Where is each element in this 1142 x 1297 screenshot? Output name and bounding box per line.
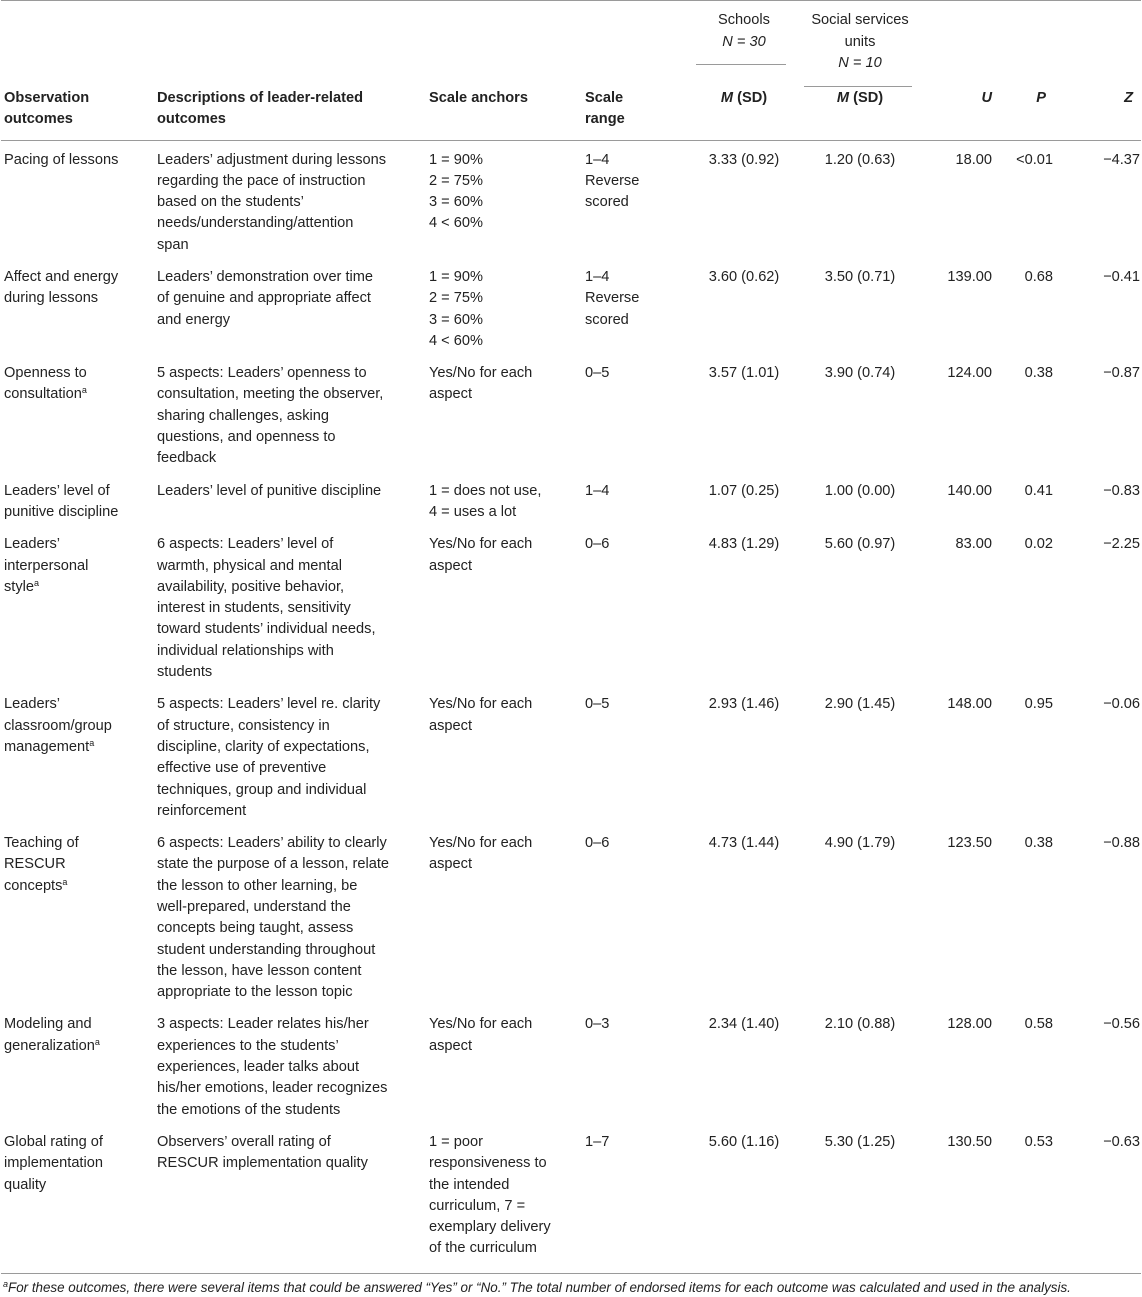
footnote-marker: a [94,1036,100,1047]
cell-u: 83.00 [955,536,992,553]
cell-outcome: Global rating of implementation quality [4,1133,103,1193]
footnote-marker: a [3,1278,9,1289]
cell-social-msd: 2.10 (0.88) [824,1016,896,1033]
cell-description: Observers’ overall rating of RESCUR implementation quality [157,1133,368,1172]
cell-range: 0–5 [585,365,610,382]
cell-outcome: Modeling and generalization$^a$ [4,1016,100,1054]
table-row [1,1005,1141,1122]
cell-range: 0–6 [585,536,610,553]
social-n: N = 10 [838,55,882,71]
cell-description: Leaders’ level of punitive discipline [157,482,382,499]
cell-z: −0.41 [1103,268,1140,285]
cell-range: 1–4 [585,482,610,499]
cell-social-msd: 1.20 (0.63) [824,151,896,168]
cell-p: 0.53 [1024,1133,1053,1150]
column-header-row [1,87,1141,141]
cell-range: 1–4 Reverse scored [585,151,640,211]
cell-schools-msd: 4.73 (1.44) [708,835,780,852]
cell-outcome: Leaders’ interpersonal style$^a$ [4,536,89,595]
cell-u: 130.50 [947,1133,992,1150]
social-label-1: Social services [811,12,909,28]
col-ms-schools: M (SD) [720,89,768,106]
footnote-marker: a [62,876,68,887]
table-row [1,258,1141,354]
cell-z: −0.87 [1103,365,1140,382]
cell-u: 128.00 [947,1016,992,1033]
cell-anchors: Yes/No for each aspect [429,536,533,574]
social-rule [804,77,912,87]
cell-p: 0.02 [1024,536,1053,553]
cell-anchors: Yes/No for each aspect [429,696,533,734]
results-table [1,0,1141,1274]
cell-u: 139.00 [947,268,992,285]
cell-p: <0.01 [1016,151,1053,168]
cell-schools-msd: 2.34 (1.40) [708,1016,780,1033]
table-row [1,824,1141,1005]
cell-z: −0.06 [1103,696,1140,713]
table-row [1,1123,1141,1273]
col-z: Z [1124,89,1133,106]
cell-outcome: Leaders’ level of punitive discipline [4,482,119,520]
footnote-marker: a [89,737,95,748]
cell-schools-msd: 3.60 (0.62) [708,268,780,285]
cell-outcome: Openness to consultation$^a$ [4,365,87,403]
social-label-2: units [844,33,876,50]
cell-outcome: Pacing of lessons [4,151,119,168]
cell-u: 124.00 [947,365,992,382]
cell-social-msd: 3.50 (0.71) [824,268,896,285]
cell-schools-msd: 4.83 (1.29) [708,536,780,553]
table-row [1,525,1141,685]
schools-label: Schools [718,12,770,28]
cell-anchors: 1 = does not use, 4 = uses a lot [429,482,542,520]
cell-outcome: Affect and energy during lessons [4,268,119,307]
cell-range: 0–3 [585,1016,610,1033]
table-row [1,472,1141,526]
cell-z: −2.25 [1103,536,1140,553]
cell-z: −4.37 [1103,151,1140,168]
cell-schools-msd: 3.57 (1.01) [708,365,780,382]
cell-anchors: Yes/No for each aspect [429,365,533,403]
schools-n: N = 30 [722,33,766,50]
cell-p: 0.38 [1024,365,1053,382]
group-header-row [1,1,1141,87]
col-ms-social: M (SD) [836,89,884,106]
cell-anchors: 1 = poor responsiveness to the intended curriculum, 7 = exemplary delivery of the curriculum [429,1133,551,1257]
cell-z: −0.88 [1103,835,1140,852]
col-u: U [981,89,992,106]
cell-description: 5 aspects: Leaders’ level re. clarity of structure, consistency in discipline, clarity of expectations, effective use of preventive techniques, group and individual reinforcement [157,696,381,819]
table-footnote [0,1274,1142,1297]
cell-anchors: 1 = 90% 2 = 75% 3 = 60% 4 < 60% [429,151,483,232]
footnote-marker: a [81,385,87,396]
cell-schools-msd: 3.33 (0.92) [708,151,780,168]
cell-range: 1–7 [585,1133,610,1150]
cell-z: −0.56 [1103,1016,1140,1033]
schools-rule [696,55,786,65]
col-description: Descriptions of leader-related outcomes [157,89,363,127]
cell-range: 0–5 [585,696,610,713]
cell-schools-msd: 1.07 (0.25) [708,482,780,499]
cell-u: 148.00 [947,696,992,713]
cell-description: 3 aspects: Leader relates his/her experiences to the students’ experiences, leader talks about his/her emotions, leader recognizes the emotions of the students [157,1016,388,1118]
col-outcome: Observation outcomes [4,89,90,127]
table-body [1,140,1141,1273]
cell-social-msd: 4.90 (1.79) [824,835,896,852]
cell-p: 0.68 [1024,268,1053,285]
cell-description: 5 aspects: Leaders’ openness to consultation, meeting the observer, sharing challenges, asking questions, and openness to feedback [157,365,384,467]
cell-social-msd: 2.90 (1.45) [824,696,896,713]
cell-u: 123.50 [947,835,992,852]
table-row [1,685,1141,824]
cell-p: 0.58 [1024,1016,1053,1033]
cell-social-msd: 3.90 (0.74) [824,365,896,382]
cell-anchors: 1 = 90% 2 = 75% 3 = 60% 4 < 60% [429,268,483,349]
cell-outcome: Leaders’ classroom/group management$^a$ [4,696,112,755]
cell-p: 0.95 [1024,696,1053,713]
cell-description: 6 aspects: Leaders’ ability to clearly state the purpose of a lesson, relate the lesson to other learning, be well-prepared, understand the concepts being taught, assess student understanding throughout the lesson, have lesson content appropriate to the lesson topic [157,835,390,1001]
cell-social-msd: 5.60 (0.97) [824,536,896,553]
cell-schools-msd: 2.93 (1.46) [708,696,780,713]
cell-p: 0.38 [1024,835,1053,852]
cell-schools-msd: 5.60 (1.16) [708,1133,780,1150]
cell-p: 0.41 [1024,482,1053,499]
cell-z: −0.63 [1103,1133,1140,1150]
cell-social-msd: 1.00 (0.00) [824,482,896,499]
cell-anchors: Yes/No for each aspect [429,1016,533,1054]
cell-outcome: Teaching of RESCUR concepts$^a$ [4,835,79,894]
col-range: Scale range [585,89,625,127]
cell-social-msd: 5.30 (1.25) [824,1133,896,1150]
footnote-marker: a [34,577,40,588]
footnote-text: For these outcomes, there were several items that could be answered “Yes” or “No.” The total number of endorsed items for each outcome was calculated and used in the analysis. [8,1279,1071,1295]
table-row [1,354,1141,471]
cell-z: −0.83 [1103,482,1140,499]
cell-anchors: Yes/No for each aspect [429,835,533,873]
cell-u: 140.00 [947,482,992,499]
col-anchors: Scale anchors [429,89,528,106]
col-p: P [1036,89,1046,106]
cell-description: Leaders’ adjustment during lessons regarding the pace of instruction based on the students’ needs/understanding/attention span [157,151,387,253]
cell-u: 18.00 [955,151,992,168]
cell-description: Leaders’ demonstration over time of genuine and appropriate affect and energy [157,268,374,328]
cell-description: 6 aspects: Leaders’ level of warmth, physical and mental availability, positive behavior, interest in students, sensitivity toward students’ individual needs, individual relationships with students [157,536,376,681]
social-group-header [796,1,924,87]
schools-group-header [692,1,796,87]
cell-range: 0–6 [585,835,610,852]
table-row [1,140,1141,258]
cell-range: 1–4 Reverse scored [585,268,640,328]
